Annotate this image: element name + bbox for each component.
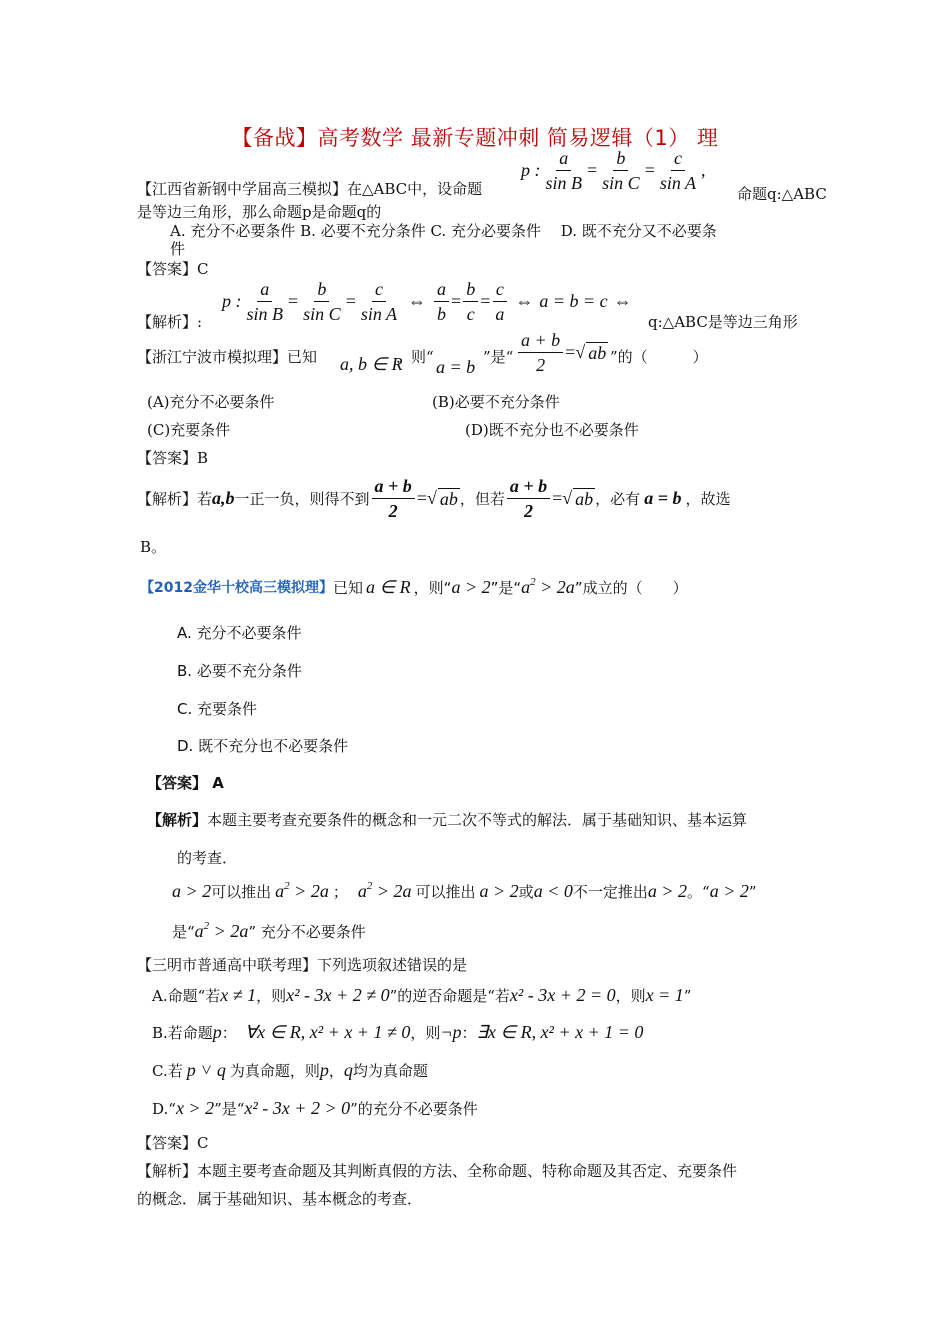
math-expr: x² - 3x + 2 > 0 bbox=[244, 1098, 351, 1118]
q2-is: ”是“ bbox=[483, 348, 514, 366]
analysis-text: ” bbox=[748, 883, 757, 901]
math-expr: x² - 3x + 2 = 0 bbox=[509, 985, 616, 1005]
option-text: ，则 bbox=[410, 1024, 441, 1042]
analysis-text: 本题主要考查充要条件的概念和一元二次不等式的解法．属于基础知识、基本运算 bbox=[207, 811, 748, 829]
abc-equal: a = b = c bbox=[539, 291, 608, 311]
page-title: 【备战】高考数学 最新专题冲刺 简易逻辑（1） 理 bbox=[231, 126, 719, 150]
math-base: a bbox=[357, 881, 367, 901]
option-text: C.若 bbox=[152, 1062, 183, 1080]
q3-option-a: A. 充分不必要条件 bbox=[177, 624, 302, 642]
q3-source: 【2012金华十校高三模拟理】 bbox=[140, 580, 333, 596]
q4-option-c bbox=[152, 1060, 428, 1081]
math-q: q bbox=[343, 1060, 353, 1080]
q4-option-a bbox=[152, 985, 691, 1006]
analysis-text: ，但若 bbox=[459, 490, 505, 508]
q1-q-text: 命题q:△ABC bbox=[737, 185, 827, 203]
math-rest: > 2a bbox=[289, 881, 329, 901]
math-expr: ∃x ∈ R, x² + x + 1 = 0 bbox=[476, 1022, 644, 1042]
frac-den: sin C bbox=[602, 173, 640, 193]
sqrt-radicand: ab bbox=[575, 488, 594, 509]
q4-option-b bbox=[152, 1022, 643, 1043]
frac-den: 2 bbox=[388, 501, 398, 521]
frac-num: a bbox=[257, 279, 272, 302]
q2-analysis: 【解析】若 a,b 一正一负，则得不到 $\frac{a + b}{2}$ = √ ab ，但若 $\frac{a + b}{2}$ = √ ab ，必有 a = b ，故选 bbox=[137, 476, 731, 521]
frac-num: a + b bbox=[372, 476, 415, 499]
math-a-gt-2: a > 2 bbox=[647, 881, 688, 901]
math-a-gt-2: a > 2 bbox=[172, 881, 212, 901]
q2-option-c: (C)充要条件 bbox=[147, 421, 231, 439]
math-exp: 2 bbox=[203, 920, 210, 932]
eq-sign: = bbox=[644, 160, 655, 180]
frac-den: sin C bbox=[303, 304, 341, 324]
analysis-text: 。“ bbox=[687, 883, 710, 901]
q4-answer: 【答案】C bbox=[137, 1134, 209, 1152]
q3-analysis bbox=[147, 809, 747, 830]
analysis-ab: a,b bbox=[212, 488, 235, 508]
option-text: ”是“ bbox=[214, 1100, 245, 1118]
q3-analysis-line1 bbox=[172, 880, 757, 902]
q3-option-d: D. 既不充分也不必要条件 bbox=[177, 737, 349, 755]
q4-analysis-2: 的概念．属于基础知识、基本概念的考查． bbox=[137, 1190, 423, 1208]
q1-options-wrap: 件 bbox=[170, 240, 186, 258]
eq-sign: = bbox=[451, 291, 462, 311]
cond-2-rest: > 2a bbox=[535, 577, 575, 597]
analysis-text: 一正一负，则得不到 bbox=[234, 490, 370, 508]
sqrt-radicand: ab bbox=[439, 488, 458, 509]
math-exp: 2 bbox=[366, 880, 373, 892]
frac-num: a + b bbox=[518, 330, 563, 353]
math-not-p: ¬p bbox=[440, 1022, 462, 1042]
q1-formula bbox=[521, 148, 706, 193]
option-text: A.命题“若 bbox=[152, 987, 221, 1005]
sqrt-radicand: ab bbox=[588, 342, 607, 363]
analysis-text: 【解析】若 bbox=[137, 490, 213, 508]
analysis-a-eq-b: a = b bbox=[644, 488, 682, 508]
math-rest: > 2a bbox=[209, 921, 249, 941]
math-expr: x = 1 bbox=[645, 985, 684, 1005]
q1-conclusion: q:△ABC是等边三角形 bbox=[648, 313, 798, 331]
math-p-or-q: p ˅ q bbox=[186, 1060, 226, 1080]
option-text: D.“ bbox=[152, 1100, 176, 1118]
frac-num: c bbox=[493, 279, 507, 302]
math-a-gt-2: a > 2 bbox=[479, 881, 519, 901]
eq-sign: = bbox=[288, 291, 299, 311]
analysis-text: ； bbox=[332, 883, 348, 901]
option-text: ： bbox=[461, 1024, 477, 1042]
eq-sign: = bbox=[587, 160, 598, 180]
math-a-lt-0: a < 0 bbox=[533, 881, 573, 901]
math-exp: 2 bbox=[284, 880, 290, 892]
frac-den: sin A bbox=[360, 304, 398, 324]
math-expr: x² - 3x + 2 ≠ 0 bbox=[286, 985, 390, 1005]
analysis-text: 可以推出 bbox=[415, 883, 476, 901]
frac-den: b bbox=[437, 304, 447, 324]
q3-analysis-2: 的考查． bbox=[177, 849, 238, 867]
option-text: ” bbox=[683, 987, 692, 1005]
eq-sign: = bbox=[416, 488, 427, 508]
option-text: ， bbox=[328, 1062, 344, 1080]
eq-sign: = bbox=[480, 291, 491, 311]
frac-num: b bbox=[463, 279, 478, 302]
math-rest: > 2a bbox=[372, 881, 412, 901]
option-text: ”的逆否命题是“若 bbox=[389, 987, 510, 1005]
cond-2-base: a bbox=[521, 577, 531, 597]
frac-den: 2 bbox=[536, 355, 546, 375]
stem-text: ”成立的（ ） bbox=[574, 578, 688, 597]
q2-ab-in-r: a, b ∈ R bbox=[340, 354, 403, 374]
q3-stem bbox=[140, 576, 688, 598]
q2-option-b: (B)必要不充分条件 bbox=[432, 393, 560, 411]
q1-analysis-label: 【解析】: bbox=[137, 313, 203, 331]
q1-p-label: p : bbox=[521, 160, 541, 180]
analysis-text: 或 bbox=[518, 883, 534, 901]
q4-option-d bbox=[152, 1098, 478, 1119]
analysis-text: ” 充分不必要条件 bbox=[248, 923, 366, 941]
q1-p-label: p : bbox=[222, 291, 242, 311]
q2-a-eq-b: a = b bbox=[436, 357, 476, 377]
frac-den: a bbox=[495, 304, 505, 324]
q2-analysis-end: B。 bbox=[140, 538, 167, 556]
frac-num: b bbox=[314, 279, 329, 302]
analysis-label: 【解析】 bbox=[147, 811, 208, 829]
q3-option-c: C. 充要条件 bbox=[177, 700, 258, 718]
stem-text: ，则“ bbox=[413, 578, 452, 597]
frac-num: a bbox=[434, 279, 449, 302]
eq-sign: = bbox=[345, 291, 356, 311]
q2-formula: $\frac{a + b}{2}$ = √ ab bbox=[516, 330, 608, 375]
frac-den: sin B bbox=[246, 304, 284, 324]
math-base: a bbox=[194, 921, 204, 941]
comma: , bbox=[701, 160, 706, 180]
frac-den: sin A bbox=[659, 173, 697, 193]
frac-den: sin B bbox=[545, 173, 583, 193]
frac-den: c bbox=[466, 304, 475, 324]
analysis-text: ，必有 bbox=[595, 490, 641, 508]
iff-sign: ⇔ bbox=[515, 291, 534, 311]
math-p: p bbox=[319, 1060, 329, 1080]
option-text: B.若命题 bbox=[152, 1024, 213, 1042]
iff-sign: ⇔ bbox=[408, 291, 427, 311]
stem-text: ”是“ bbox=[490, 578, 522, 597]
q3-option-b: B. 必要不充分条件 bbox=[177, 662, 302, 680]
option-text: ”的充分不必要条件 bbox=[350, 1100, 478, 1118]
stem-text: 已知 bbox=[332, 578, 363, 597]
math-base: a bbox=[275, 881, 285, 901]
q2-source: 【浙江宁波市模拟理】已知 bbox=[137, 348, 318, 366]
frac-num: b bbox=[613, 148, 628, 171]
cond-1: a > 2 bbox=[451, 576, 491, 597]
frac-den: 2 bbox=[523, 501, 533, 521]
q2-tail: ”的（ ） bbox=[610, 348, 708, 366]
option-text: ： bbox=[221, 1024, 237, 1042]
option-text: ，则 bbox=[256, 987, 287, 1005]
math-expr: x > 2 bbox=[175, 1098, 215, 1118]
option-text: ，则 bbox=[615, 987, 646, 1005]
analysis-text: ，故选 bbox=[685, 490, 731, 508]
math-p: p bbox=[212, 1022, 222, 1042]
q2-option-a: (A)充分不必要条件 bbox=[147, 393, 275, 411]
q4-source: 【三明市普通高中联考理】下列选项叙述错误的是 bbox=[137, 956, 468, 974]
q3-analysis-line2 bbox=[172, 920, 366, 942]
analysis-text: 是“ bbox=[172, 923, 195, 941]
q4-analysis-1: 【解析】本题主要考查命题及其判断真假的方法、全称命题、特称命题及其否定、充要条件 bbox=[137, 1162, 738, 1180]
iff-sign: ⇔ bbox=[613, 291, 632, 311]
eq-sign: = bbox=[565, 342, 576, 362]
analysis-text: 不一定推出 bbox=[572, 883, 648, 901]
option-text: 为真命题，则 bbox=[229, 1062, 320, 1080]
frac-num: c bbox=[372, 279, 386, 302]
q3-answer: 【答案】 A bbox=[147, 774, 224, 792]
q1-source: 【江西省新钢中学届高三模拟】在△ABC中，设命题 bbox=[137, 180, 483, 198]
q2-answer: 【答案】B bbox=[137, 449, 209, 467]
q2-then: ，则“ bbox=[396, 348, 434, 366]
option-text: 均为真命题 bbox=[352, 1062, 428, 1080]
cond-2-exp: 2 bbox=[530, 576, 536, 588]
analysis-text: 可以推出 bbox=[211, 883, 272, 901]
q2-option-d: (D)既不充分也不必要条件 bbox=[465, 421, 639, 439]
frac-num: a + b bbox=[507, 476, 550, 499]
frac-num: a bbox=[556, 148, 571, 171]
a-in-r: a ∈ R bbox=[365, 576, 411, 597]
frac-num: c bbox=[671, 148, 685, 171]
math-expr: x ≠ 1 bbox=[220, 985, 257, 1005]
q1-options: A. 充分不必要条件 B. 必要不充分条件 C. 充分必要条件 D. 既不充分又不必要条 bbox=[170, 222, 717, 240]
q1-answer: 【答案】C bbox=[137, 260, 209, 278]
q1-line2: 是等边三角形，那么命题p是命题q的 bbox=[137, 203, 382, 221]
q1-analysis-formula bbox=[222, 279, 638, 324]
math-expr: ∀x ∈ R, x² + x + 1 ≠ 0 bbox=[244, 1022, 411, 1042]
math-a-gt-2: a > 2 bbox=[709, 881, 749, 901]
eq-sign: = bbox=[552, 488, 563, 508]
